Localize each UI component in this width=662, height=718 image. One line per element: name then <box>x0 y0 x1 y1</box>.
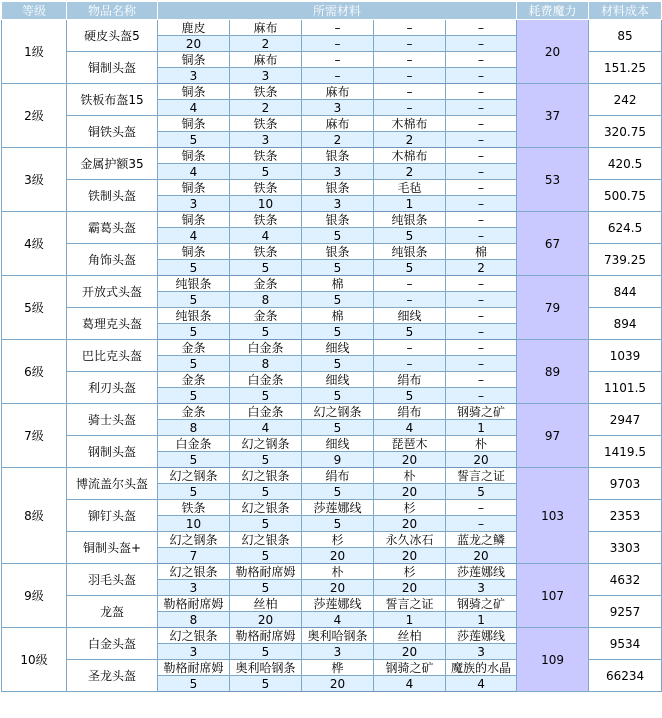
material-name: – <box>446 116 517 132</box>
material-name: 绢布 <box>374 372 446 388</box>
material-qty: 5 <box>158 356 230 372</box>
material-name: 木棉布 <box>374 148 446 164</box>
material-qty: – <box>374 292 446 308</box>
level-cell: 2级 <box>2 84 67 148</box>
material-qty: 3 <box>158 68 230 84</box>
material-cost: 85 <box>589 20 662 52</box>
material-name: 魔族的水晶 <box>446 660 517 676</box>
item-name: 利刃头盔 <box>67 372 158 404</box>
material-qty: 5 <box>302 516 374 532</box>
material-name: – <box>374 20 446 36</box>
material-qty: 3 <box>446 580 517 596</box>
material-name: 铁条 <box>230 212 302 228</box>
level-cell: 10级 <box>2 628 67 692</box>
header-row <box>2 2 662 20</box>
material-name: 朴 <box>374 468 446 484</box>
material-name: 铁条 <box>230 180 302 196</box>
material-qty: – <box>446 228 517 244</box>
material-qty: 5 <box>230 676 302 692</box>
table-row <box>2 468 662 484</box>
material-name: – <box>446 340 517 356</box>
material-qty: 5 <box>374 260 446 276</box>
item-name: 硬皮头盔5 <box>67 20 158 52</box>
material-cost: 2947 <box>589 404 662 436</box>
material-qty: 5 <box>158 484 230 500</box>
material-qty: 10 <box>158 516 230 532</box>
material-name: – <box>446 372 517 388</box>
material-qty: 1 <box>374 612 446 628</box>
material-qty: – <box>446 164 517 180</box>
material-qty: 5 <box>302 228 374 244</box>
material-name: 幻之银条 <box>230 468 302 484</box>
material-name: 细线 <box>302 372 374 388</box>
material-name: 铜条 <box>158 84 230 100</box>
material-qty: – <box>446 196 517 212</box>
magic-cost: 109 <box>517 628 589 692</box>
material-name: 永久冰石 <box>374 532 446 548</box>
material-name: 钢骑之矿 <box>446 596 517 612</box>
header-level: 等级 <box>2 2 67 20</box>
header-materials: 所需材料 <box>158 2 517 20</box>
material-qty: 2 <box>302 132 374 148</box>
header-cost: 材料成本 <box>589 2 662 20</box>
material-qty: 3 <box>158 580 230 596</box>
material-cost: 320.75 <box>589 116 662 148</box>
table-row <box>2 340 662 356</box>
material-name: 麻布 <box>302 84 374 100</box>
material-qty: – <box>446 324 517 340</box>
material-qty: 5 <box>302 292 374 308</box>
material-qty: 5 <box>230 516 302 532</box>
table-row <box>2 84 662 100</box>
material-name: – <box>446 52 517 68</box>
material-name: 细线 <box>374 308 446 324</box>
material-name: 铁条 <box>230 148 302 164</box>
material-qty: 20 <box>302 548 374 564</box>
material-name: – <box>446 276 517 292</box>
material-qty: 1 <box>446 612 517 628</box>
material-qty: – <box>302 68 374 84</box>
material-name: 细线 <box>302 436 374 452</box>
material-cost: 739.25 <box>589 244 662 276</box>
material-qty: 3 <box>302 196 374 212</box>
material-qty: 5 <box>230 388 302 404</box>
material-qty: 20 <box>230 612 302 628</box>
material-name: – <box>374 276 446 292</box>
material-qty: 7 <box>158 548 230 564</box>
item-name: 铁板布盔15 <box>67 84 158 116</box>
material-qty: 20 <box>374 580 446 596</box>
material-name: 铜条 <box>158 52 230 68</box>
material-qty: 20 <box>374 516 446 532</box>
magic-cost: 89 <box>517 340 589 404</box>
material-name: 棉 <box>302 276 374 292</box>
material-name: 誓言之证 <box>374 596 446 612</box>
material-name: 麻布 <box>230 20 302 36</box>
level-cell: 1级 <box>2 20 67 84</box>
material-cost: 894 <box>589 308 662 340</box>
material-qty: 4 <box>230 420 302 436</box>
material-name: 奥利哈钢条 <box>230 660 302 676</box>
level-cell: 9级 <box>2 564 67 628</box>
magic-cost: 67 <box>517 212 589 276</box>
material-cost: 1419.5 <box>589 436 662 468</box>
material-name: 鹿皮 <box>158 20 230 36</box>
material-name: 幻之银条 <box>158 564 230 580</box>
material-name: 白金条 <box>230 372 302 388</box>
material-qty: – <box>446 292 517 308</box>
material-cost: 9534 <box>589 628 662 660</box>
material-name: 铜条 <box>158 180 230 196</box>
material-name: 幻之钢条 <box>230 436 302 452</box>
material-name: – <box>446 20 517 36</box>
material-name: 铜条 <box>158 212 230 228</box>
material-name: 金条 <box>158 372 230 388</box>
material-qty: 3 <box>446 644 517 660</box>
material-cost: 4632 <box>589 564 662 596</box>
material-name: 木棉布 <box>374 116 446 132</box>
level-cell: 3级 <box>2 148 67 212</box>
magic-cost: 79 <box>517 276 589 340</box>
item-name: 骑士头盔 <box>67 404 158 436</box>
material-cost: 151.25 <box>589 52 662 84</box>
material-qty: 8 <box>158 420 230 436</box>
material-name: 棉 <box>302 308 374 324</box>
material-name: 勒格耐席姆 <box>158 660 230 676</box>
material-name: 纯银条 <box>374 212 446 228</box>
material-qty: 5 <box>158 324 230 340</box>
material-qty: – <box>374 356 446 372</box>
material-name: 白金条 <box>230 404 302 420</box>
material-qty: 2 <box>446 260 517 276</box>
material-qty: – <box>446 68 517 84</box>
material-qty: 1 <box>374 196 446 212</box>
material-qty: 5 <box>158 676 230 692</box>
material-name: 纯银条 <box>158 308 230 324</box>
material-name: 铁条 <box>230 244 302 260</box>
item-name: 铜制头盔 <box>67 52 158 84</box>
material-qty: 2 <box>374 132 446 148</box>
item-name: 铁制头盔 <box>67 180 158 212</box>
table-body <box>2 20 662 692</box>
material-qty: 4 <box>158 228 230 244</box>
material-qty: 2 <box>230 100 302 116</box>
material-qty: 5 <box>302 420 374 436</box>
material-qty: 20 <box>374 548 446 564</box>
material-name: 金条 <box>158 340 230 356</box>
level-cell: 7级 <box>2 404 67 468</box>
material-name: 莎莲娜线 <box>446 628 517 644</box>
material-name: – <box>374 340 446 356</box>
material-name: 银条 <box>302 148 374 164</box>
material-qty: 20 <box>374 484 446 500</box>
material-qty: 2 <box>374 164 446 180</box>
level-cell: 8级 <box>2 468 67 564</box>
material-qty: 3 <box>302 644 374 660</box>
material-qty: 4 <box>230 228 302 244</box>
material-qty: 20 <box>302 580 374 596</box>
material-name: 绢布 <box>374 404 446 420</box>
material-cost: 844 <box>589 276 662 308</box>
level-cell: 5级 <box>2 276 67 340</box>
material-qty: 5 <box>302 260 374 276</box>
material-name: – <box>446 500 517 516</box>
material-qty: 10 <box>230 196 302 212</box>
item-name: 铜铁头盔 <box>67 116 158 148</box>
material-qty: 5 <box>302 388 374 404</box>
material-qty: 5 <box>302 324 374 340</box>
material-name: 金条 <box>230 276 302 292</box>
material-qty: 4 <box>158 100 230 116</box>
material-name: 杉 <box>374 500 446 516</box>
item-name: 钢制头盔 <box>67 436 158 468</box>
material-qty: 5 <box>158 132 230 148</box>
material-qty: – <box>374 36 446 52</box>
material-qty: 5 <box>158 388 230 404</box>
material-name: 铜条 <box>158 148 230 164</box>
header-item-name: 物品名称 <box>67 2 158 20</box>
material-name: 琵琶木 <box>374 436 446 452</box>
material-qty: 3 <box>230 132 302 148</box>
material-name: 幻之钢条 <box>158 468 230 484</box>
material-cost: 242 <box>589 84 662 116</box>
material-qty: 3 <box>230 68 302 84</box>
material-cost: 500.75 <box>589 180 662 212</box>
material-name: 桦 <box>302 660 374 676</box>
material-name: 钢骑之矿 <box>446 404 517 420</box>
material-name: 纯银条 <box>374 244 446 260</box>
material-qty: 5 <box>230 548 302 564</box>
material-cost: 9257 <box>589 596 662 628</box>
material-qty: 3 <box>158 644 230 660</box>
material-qty: 20 <box>374 452 446 468</box>
table-row <box>2 628 662 644</box>
material-qty: 20 <box>158 36 230 52</box>
material-name: 金条 <box>158 404 230 420</box>
table-row <box>2 212 662 228</box>
material-name: 银条 <box>302 244 374 260</box>
item-name: 葛理克头盔 <box>67 308 158 340</box>
material-name: 纯银条 <box>158 276 230 292</box>
magic-cost: 20 <box>517 20 589 84</box>
material-qty: 20 <box>374 644 446 660</box>
table-row <box>2 564 662 580</box>
material-cost: 9703 <box>589 468 662 500</box>
material-name: 誓言之证 <box>446 468 517 484</box>
material-name: 幻之银条 <box>230 532 302 548</box>
material-qty: 20 <box>302 676 374 692</box>
material-name: – <box>446 84 517 100</box>
material-name: – <box>446 180 517 196</box>
material-name: 朴 <box>446 436 517 452</box>
material-name: 丝柏 <box>230 596 302 612</box>
item-name: 巴比克头盔 <box>67 340 158 372</box>
material-name: 金条 <box>230 308 302 324</box>
table-row <box>2 276 662 292</box>
level-cell: 6级 <box>2 340 67 404</box>
material-qty: 5 <box>230 452 302 468</box>
material-cost: 1101.5 <box>589 372 662 404</box>
material-name: 幻之钢条 <box>302 404 374 420</box>
material-qty: 5 <box>230 324 302 340</box>
material-qty: 4 <box>374 420 446 436</box>
material-qty: 1 <box>446 420 517 436</box>
material-cost: 3303 <box>589 532 662 564</box>
material-qty: 5 <box>230 484 302 500</box>
material-cost: 1039 <box>589 340 662 372</box>
material-qty: 5 <box>230 644 302 660</box>
material-name: 铁条 <box>230 116 302 132</box>
material-qty: – <box>374 68 446 84</box>
material-qty: 5 <box>302 484 374 500</box>
material-name: 莎莲娜线 <box>302 500 374 516</box>
material-name: 银条 <box>302 180 374 196</box>
material-qty: 20 <box>446 452 517 468</box>
item-name: 圣龙头盔 <box>67 660 158 692</box>
material-name: – <box>374 84 446 100</box>
material-name: 铁条 <box>230 84 302 100</box>
item-name: 铆钉头盔 <box>67 500 158 532</box>
material-qty: 20 <box>446 548 517 564</box>
material-cost: 66234 <box>589 660 662 692</box>
material-name: 麻布 <box>302 116 374 132</box>
item-name: 开放式头盔 <box>67 276 158 308</box>
material-qty: 5 <box>446 484 517 500</box>
table-row <box>2 404 662 420</box>
material-qty: 5 <box>374 388 446 404</box>
header-magic: 耗费魔力 <box>517 2 589 20</box>
material-qty: 4 <box>374 676 446 692</box>
material-name: – <box>302 52 374 68</box>
material-name: – <box>374 52 446 68</box>
material-name: 钢骑之矿 <box>374 660 446 676</box>
item-name: 金属护额35 <box>67 148 158 180</box>
material-qty: 8 <box>230 356 302 372</box>
material-qty: – <box>302 36 374 52</box>
material-name: 幻之银条 <box>230 500 302 516</box>
material-qty: 5 <box>374 228 446 244</box>
material-qty: 3 <box>302 100 374 116</box>
material-name: – <box>446 308 517 324</box>
table-row <box>2 20 662 36</box>
material-qty: 5 <box>230 260 302 276</box>
magic-cost: 103 <box>517 468 589 564</box>
material-name: 幻之银条 <box>158 628 230 644</box>
item-name: 霸葛头盔 <box>67 212 158 244</box>
material-name: 莎莲娜线 <box>302 596 374 612</box>
item-name: 白金头盔 <box>67 628 158 660</box>
material-qty: 3 <box>158 196 230 212</box>
material-name: – <box>446 212 517 228</box>
material-name: 杉 <box>302 532 374 548</box>
material-name: 奥利哈钢条 <box>302 628 374 644</box>
material-cost: 624.5 <box>589 212 662 244</box>
material-qty: – <box>446 36 517 52</box>
table-row <box>2 148 662 164</box>
material-name: 莎莲娜线 <box>446 564 517 580</box>
material-name: 绢布 <box>302 468 374 484</box>
material-name: 丝柏 <box>374 628 446 644</box>
material-qty: 9 <box>302 452 374 468</box>
material-name: 毛毡 <box>374 180 446 196</box>
crafting-table <box>1 1 662 692</box>
material-name: 勒格耐席姆 <box>230 564 302 580</box>
magic-cost: 97 <box>517 404 589 468</box>
material-qty: 4 <box>446 676 517 692</box>
material-qty: 4 <box>302 612 374 628</box>
material-qty: – <box>446 356 517 372</box>
material-qty: 8 <box>230 292 302 308</box>
material-qty: – <box>374 100 446 116</box>
material-qty: 4 <box>158 164 230 180</box>
item-name: 羽毛头盔 <box>67 564 158 596</box>
magic-cost: 53 <box>517 148 589 212</box>
material-qty: 2 <box>230 36 302 52</box>
material-name: 勒格耐席姆 <box>230 628 302 644</box>
material-name: 细线 <box>302 340 374 356</box>
material-qty: – <box>446 388 517 404</box>
material-name: 铜条 <box>158 116 230 132</box>
magic-cost: 107 <box>517 564 589 628</box>
item-name: 铜制头盔+ <box>67 532 158 564</box>
material-name: 白金条 <box>230 340 302 356</box>
material-cost: 420.5 <box>589 148 662 180</box>
material-qty: 5 <box>230 580 302 596</box>
material-name: 棉 <box>446 244 517 260</box>
magic-cost: 37 <box>517 84 589 148</box>
material-name: 麻布 <box>230 52 302 68</box>
material-qty: – <box>446 516 517 532</box>
material-name: 银条 <box>302 212 374 228</box>
material-qty: 5 <box>158 260 230 276</box>
material-name: 蓝龙之鳞 <box>446 532 517 548</box>
material-qty: 5 <box>302 356 374 372</box>
material-qty: – <box>446 100 517 116</box>
material-qty: 5 <box>158 292 230 308</box>
material-name: 铁条 <box>158 500 230 516</box>
material-name: – <box>446 148 517 164</box>
material-name: 幻之钢条 <box>158 532 230 548</box>
material-cost: 2353 <box>589 500 662 532</box>
material-name: 朴 <box>302 564 374 580</box>
material-name: 杉 <box>374 564 446 580</box>
material-name: 勒格耐席姆 <box>158 596 230 612</box>
item-name: 角饰头盔 <box>67 244 158 276</box>
item-name: 龙盔 <box>67 596 158 628</box>
material-qty: – <box>446 132 517 148</box>
material-qty: 5 <box>374 324 446 340</box>
material-name: – <box>302 20 374 36</box>
material-qty: 5 <box>158 452 230 468</box>
material-name: 白金条 <box>158 436 230 452</box>
material-qty: 8 <box>158 612 230 628</box>
material-qty: 5 <box>230 164 302 180</box>
material-name: 铜条 <box>158 244 230 260</box>
item-name: 博流盖尔头盔 <box>67 468 158 500</box>
material-qty: 3 <box>302 164 374 180</box>
level-cell: 4级 <box>2 212 67 276</box>
